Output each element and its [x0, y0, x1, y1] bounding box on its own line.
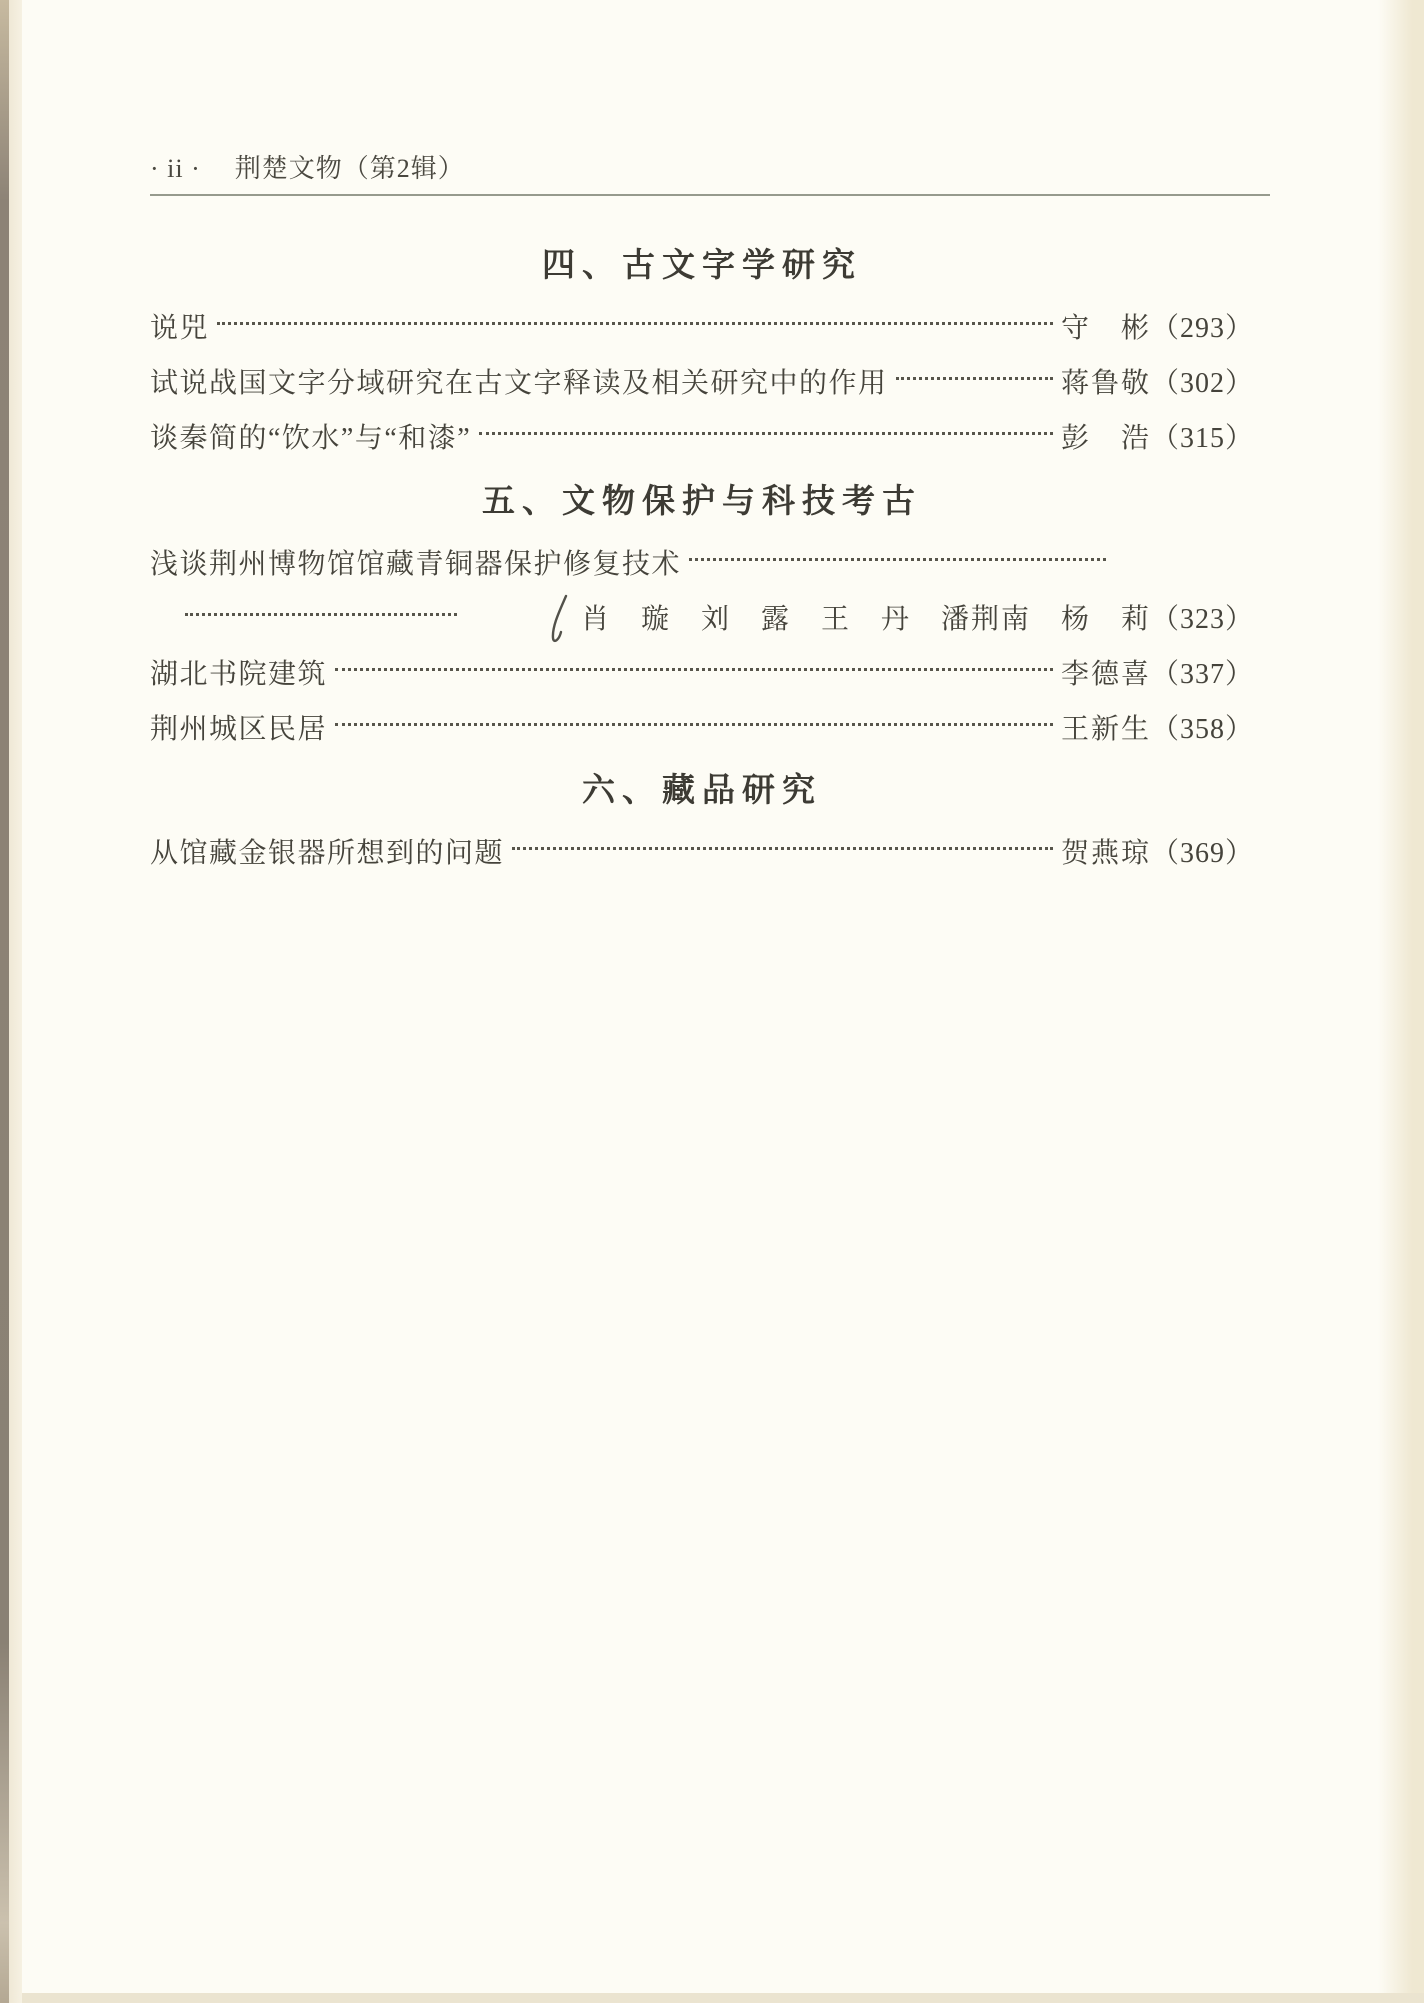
entry-page-number: （323）: [1150, 604, 1254, 635]
entry-author: 贺燕琼: [1060, 838, 1151, 869]
book-binding-edge: [0, 0, 9, 2003]
page-folio: · ii ·: [150, 154, 201, 183]
section-title-6: 六、藏品研究: [582, 771, 822, 808]
dot-leader: [335, 723, 1053, 726]
running-header: [150, 148, 1254, 185]
entry-author: 蒋鲁敬: [1060, 368, 1151, 399]
entry-page-number: （302）: [1150, 368, 1254, 399]
dot-leader: [689, 558, 1106, 561]
entry-title: 试说战国文字分域研究在古文字释读及相关研究中的作用: [150, 368, 888, 399]
handwritten-pen-mark: [542, 594, 572, 650]
entry-page-number: （358）: [1150, 714, 1254, 745]
entry-page-number: （337）: [1150, 659, 1254, 690]
page-left-edge: [9, 0, 22, 2003]
entry-author: 李德喜: [1060, 659, 1151, 690]
page-bottom-edge: [22, 1993, 1424, 2003]
toc-entry: [150, 356, 1254, 411]
page-right-edge: [1378, 0, 1424, 2003]
entry-title: 湖北书院建筑: [150, 659, 328, 690]
toc-section-4: [150, 301, 1254, 466]
entry-title: 荆州城区民居: [150, 714, 328, 745]
toc-entry: [150, 411, 1254, 466]
toc-entry: [150, 647, 1254, 702]
section-title-5: 五、文物保护与科技考古: [482, 482, 922, 519]
entry-title: 谈秦简的“饮水”与“和漆”: [150, 423, 472, 454]
entry-page-number: （315）: [1150, 423, 1254, 454]
entry-page-number: （293）: [1150, 313, 1254, 344]
toc-entry: [150, 702, 1254, 757]
dot-leader: [185, 613, 457, 616]
dot-leader: [896, 377, 1053, 380]
entry-author: 王新生: [1060, 714, 1151, 745]
entry-authors: 肖 璇 刘 露 王 丹 潘荆南 杨 莉: [580, 604, 1151, 635]
header-rule: [150, 194, 1270, 196]
entry-title: 说兕: [150, 313, 210, 344]
toc-entry: [150, 301, 1254, 356]
dot-leader: [335, 668, 1053, 671]
dot-leader: [217, 322, 1053, 325]
entry-author: 守 彬: [1060, 313, 1151, 344]
toc-entry-line2: [150, 592, 1254, 647]
toc-section-6: [150, 826, 1254, 881]
dot-leader: [512, 847, 1053, 850]
toc-entry-line1: [150, 537, 1254, 592]
entry-title: 从馆藏金银器所想到的问题: [150, 838, 505, 869]
section-title-4: 四、古文字学研究: [542, 246, 862, 283]
book-title: 荆楚文物（第2辑）: [234, 154, 465, 183]
dot-leader: [479, 432, 1053, 435]
toc-section-5: [150, 537, 1254, 757]
entry-author: 彭 浩: [1060, 423, 1151, 454]
toc-entry: [150, 826, 1254, 881]
toc-content: [150, 0, 1254, 881]
entry-title: 浅谈荆州博物馆馆藏青铜器保护修复技术: [150, 549, 682, 580]
entry-page-number: （369）: [1150, 838, 1254, 869]
